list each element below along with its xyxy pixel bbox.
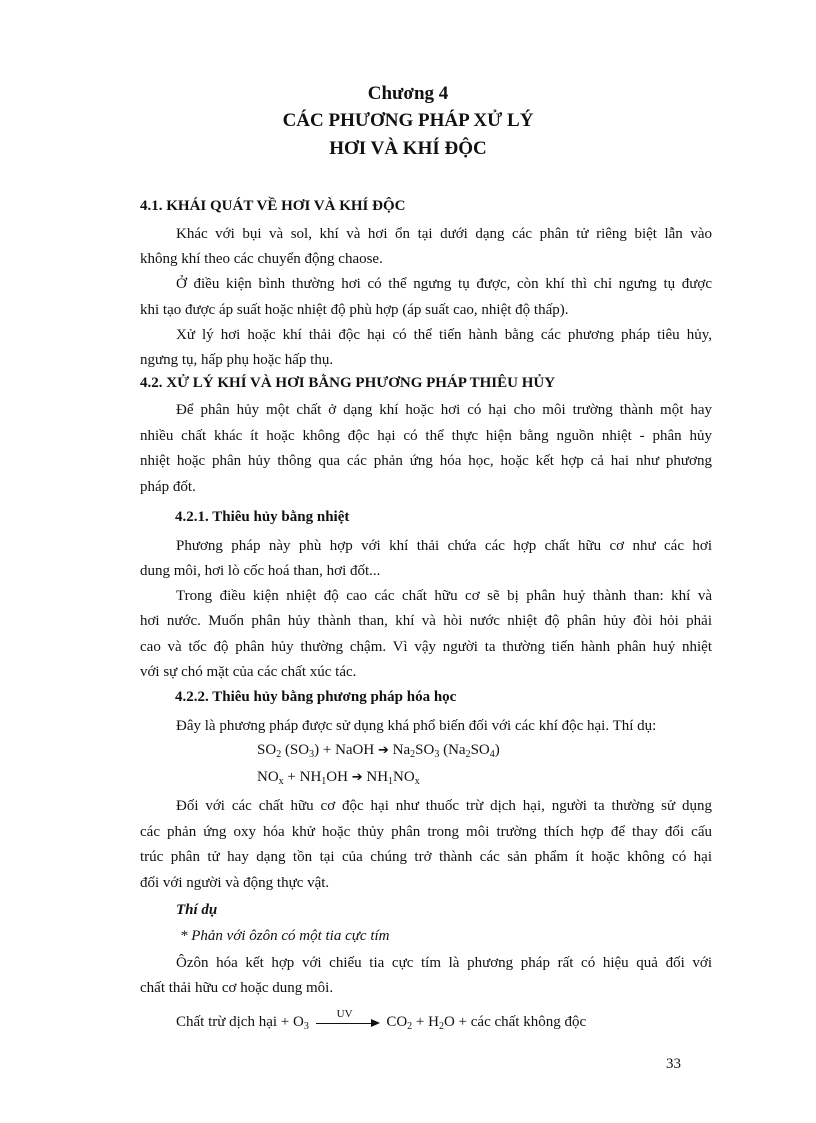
paragraph-line: Xử lý hơi hoặc khí thải độc hại có thể tiến hành bằng các phương pháp tiêu hủy, xyxy=(176,327,712,343)
page-number: 33 xyxy=(666,1056,681,1072)
paragraph-line: Đây là phương pháp được sử dụng khá phổ biến đối với các khí độc hại. Thí dụ: xyxy=(176,718,657,734)
paragraph-line: đối với người và động thực vật. xyxy=(140,875,330,891)
equation-nox-nh1oh: $NO_x + NH_1OH$ ➔ $NH_1NO_x$ xyxy=(257,769,420,787)
paragraph-line: ngưng tụ, hấp phụ hoặc hấp thụ. xyxy=(140,352,334,368)
example-label: Thí dụ xyxy=(176,902,218,918)
section-4-2-1-heading: 4.2.1. Thiêu hủy bằng nhiệt xyxy=(175,509,350,525)
paragraph-line: nhiệt hoặc phân hủy thông qua các phản ứng hóa học, hoặc kết hợp cả hai như phương xyxy=(140,453,712,469)
paragraph-line: Ôzôn hóa kết hợp với chiếu tia cực tím là phương pháp rất có hiệu quả đối với xyxy=(176,955,712,971)
uv-reaction-arrow-icon: UV xyxy=(316,1016,380,1030)
chapter-number: Chương 4 xyxy=(367,83,449,104)
example-subheading: * Phản với ôzôn có một tia cực tím xyxy=(180,928,390,944)
reaction-arrow-icon: ➔ xyxy=(377,743,389,758)
paragraph-line: dung môi, hơi lò cốc hoá than, hơi đốt... xyxy=(140,563,381,579)
equation-ozone-uv: Chất trừ dịch hại + $O_3$ UV $CO_2 + H_2O$ + các chất không độc xyxy=(176,1007,587,1032)
paragraph-line: không khí theo các chuyển động chaose. xyxy=(140,251,383,267)
paragraph-line: các phản ứng oxy hóa khử hoặc thủy phân trong môi trường thích hợp để thay đổi cấu xyxy=(140,824,712,840)
paragraph-line: Để phân hủy một chất ở dạng khí hoặc hơi có hại cho môi trường thành một hay xyxy=(176,402,712,418)
paragraph-line: Ở điều kiện bình thường hơi có thể ngưng tụ được, còn khí thì chỉ ngưng tụ được xyxy=(176,276,712,292)
chapter-title-line2: HƠI VÀ KHÍ ĐỘC xyxy=(329,138,487,159)
paragraph-line: Trong điều kiện nhiệt độ cao các chất hữu cơ sẽ bị phân huỷ thành than: khí và xyxy=(176,588,712,604)
section-4-1-heading: 4.1. KHÁI QUÁT VỀ HƠI VÀ KHÍ ĐỘC xyxy=(140,198,406,214)
paragraph-line: Đối với các chất hữu cơ độc hại như thuốc trừ dịch hại, người ta thường sử dụng xyxy=(176,798,712,814)
chapter-title-line1: CÁC PHƯƠNG PHÁP XỬ LÝ xyxy=(282,110,534,131)
paragraph-line: pháp đốt. xyxy=(140,479,196,495)
paragraph-line: chất thải hữu cơ hoặc dung môi. xyxy=(140,980,334,996)
paragraph-line: nhiều chất khác ít hoặc không độc hại có thể thực hiện bằng nguồn nhiệt - phân hủy xyxy=(140,428,712,444)
equation-so2-naoh: $SO_2$ $(SO_3)$ + NaOH ➔ $Na_2SO_3$ $(Na_2SO_4)$ xyxy=(257,742,500,760)
section-4-2-2-heading: 4.2.2. Thiêu hủy bằng phương pháp hóa học xyxy=(175,689,457,705)
paragraph-line: hơi nước. Muốn phân hủy thành than, khí và hòi nước nhiệt độ phân hủy đòi hỏi phải xyxy=(140,613,712,629)
paragraph-line: với sự chó mặt của các chất xúc tác. xyxy=(140,664,357,680)
paragraph-line: trúc phân tử hay dạng tồn tại của chúng trở thành các sản phẩm ít hoặc không có hại xyxy=(140,849,712,865)
section-4-2-heading: 4.2. XỬ LÝ KHÍ VÀ HƠI BẰNG PHƯƠNG PHÁP THIÊU HỦY xyxy=(140,375,556,391)
paragraph-line: Phương pháp này phù hợp với khí thải chứa các hợp chất hữu cơ như các hơi xyxy=(176,538,712,554)
paragraph-line: cao và tốc độ phân hủy thường chậm. Vì vậy người ta thường tiến hành phân huỷ nhiệt xyxy=(140,639,712,655)
paragraph-line: khi tạo được áp suất hoặc nhiệt độ phù hợp (áp suất cao, nhiệt độ thấp). xyxy=(140,302,569,318)
paragraph-line: Khác với bụi và sol, khí và hơi ổn tại dưới dạng các phân tử riêng biệt lẫn vào xyxy=(176,226,712,242)
reaction-arrow-icon: ➔ xyxy=(351,770,363,785)
